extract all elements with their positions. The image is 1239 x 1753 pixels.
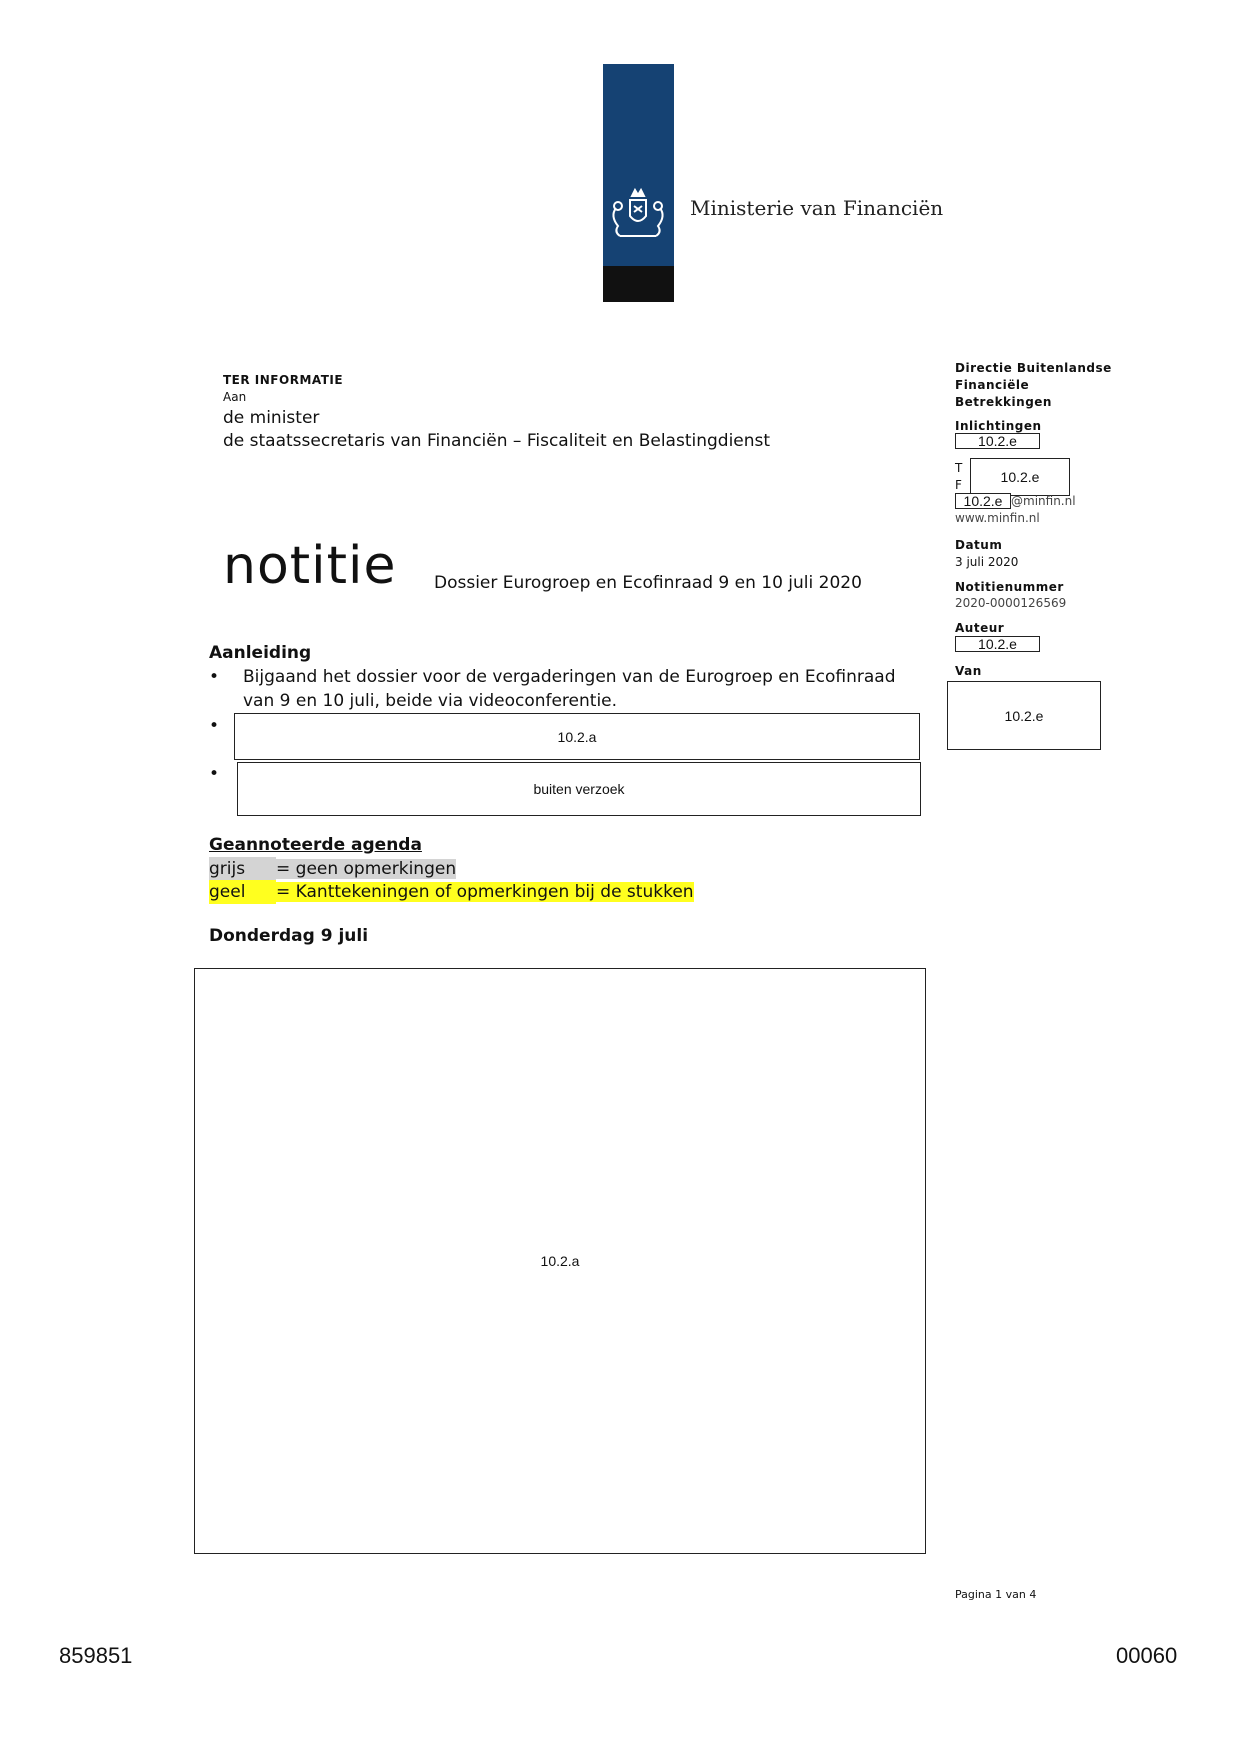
- agenda-heading: Geannoteerde agenda: [209, 835, 422, 855]
- bullet-1-line-1: Bijgaand het dossier voor de vergaderingen van de Eurogroep en Ecofinraad: [243, 667, 896, 687]
- page-number: Pagina 1 van 4: [955, 1588, 1037, 1601]
- day-heading: Donderdag 9 juli: [209, 926, 369, 946]
- phone-prefix: T: [955, 461, 963, 475]
- info-label: Inlichtingen: [955, 419, 1042, 433]
- email-redaction: 10.2.e: [955, 493, 1011, 509]
- bullet-1-line-2: van 9 en 10 juli, beide via videoconferentie.: [243, 691, 618, 711]
- bullet-3-redaction: buiten verzoek: [237, 762, 921, 816]
- notenumber-label: Notitienummer: [955, 580, 1064, 594]
- aanleiding-heading: Aanleiding: [209, 643, 312, 663]
- legend-gray-desc: = geen opmerkingen: [276, 859, 457, 879]
- fax-prefix: F: [955, 478, 962, 492]
- author-redaction: 10.2.e: [955, 636, 1040, 652]
- logo-black-bar: [603, 266, 674, 302]
- bullet-1-marker: •: [209, 667, 220, 687]
- legend-gray-row: [209, 857, 456, 881]
- email-suffix: @minfin.nl: [1011, 494, 1076, 508]
- from-redaction: 10.2.e: [947, 681, 1101, 750]
- department: [955, 360, 1112, 411]
- author-label: Auteur: [955, 621, 1005, 635]
- ministry-name: Ministerie van Financiën: [690, 196, 944, 220]
- coat-of-arms-icon: [606, 186, 670, 246]
- website: www.minfin.nl: [955, 511, 1040, 525]
- legend-yellow-desc: = Kanttekeningen of opmerkingen bij de stukken: [276, 882, 694, 902]
- from-label: Van: [955, 664, 982, 678]
- department-line-2: Financiële: [955, 378, 1030, 392]
- doc-subject: Dossier Eurogroep en Ecofinraad 9 en 10 juli 2020: [434, 573, 862, 593]
- notenumber-value: 2020-0000126569: [955, 596, 1067, 610]
- status-label: TER INFORMATIE: [223, 373, 344, 387]
- footer-right-id: 00060: [1116, 1643, 1178, 1668]
- recipient-1: de minister: [223, 408, 320, 428]
- to-label: Aan: [223, 390, 247, 404]
- department-line-3: Betrekkingen: [955, 395, 1052, 409]
- bullet-2-marker: •: [209, 716, 220, 736]
- phone-redaction: 10.2.e: [970, 458, 1070, 496]
- legend-yellow-row: [209, 880, 694, 904]
- bullet-3-marker: •: [209, 764, 220, 784]
- info-redaction: 10.2.e: [955, 433, 1040, 449]
- bullet-1-text: [243, 665, 896, 713]
- footer-left-id: 859851: [59, 1643, 133, 1668]
- legend-gray-key: grijs: [209, 857, 276, 881]
- legend-yellow-key: geel: [209, 880, 276, 904]
- date-label: Datum: [955, 538, 1003, 552]
- recipient-2: de staatssecretaris van Financiën – Fiscaliteit en Belastingdienst: [223, 431, 771, 451]
- bullet-2-redaction: 10.2.a: [234, 713, 920, 760]
- doc-type-title: notitie: [223, 536, 397, 596]
- department-line-1: Directie Buitenlandse: [955, 361, 1112, 375]
- date-value: 3 juli 2020: [955, 555, 1019, 569]
- large-redaction: 10.2.a: [194, 968, 926, 1554]
